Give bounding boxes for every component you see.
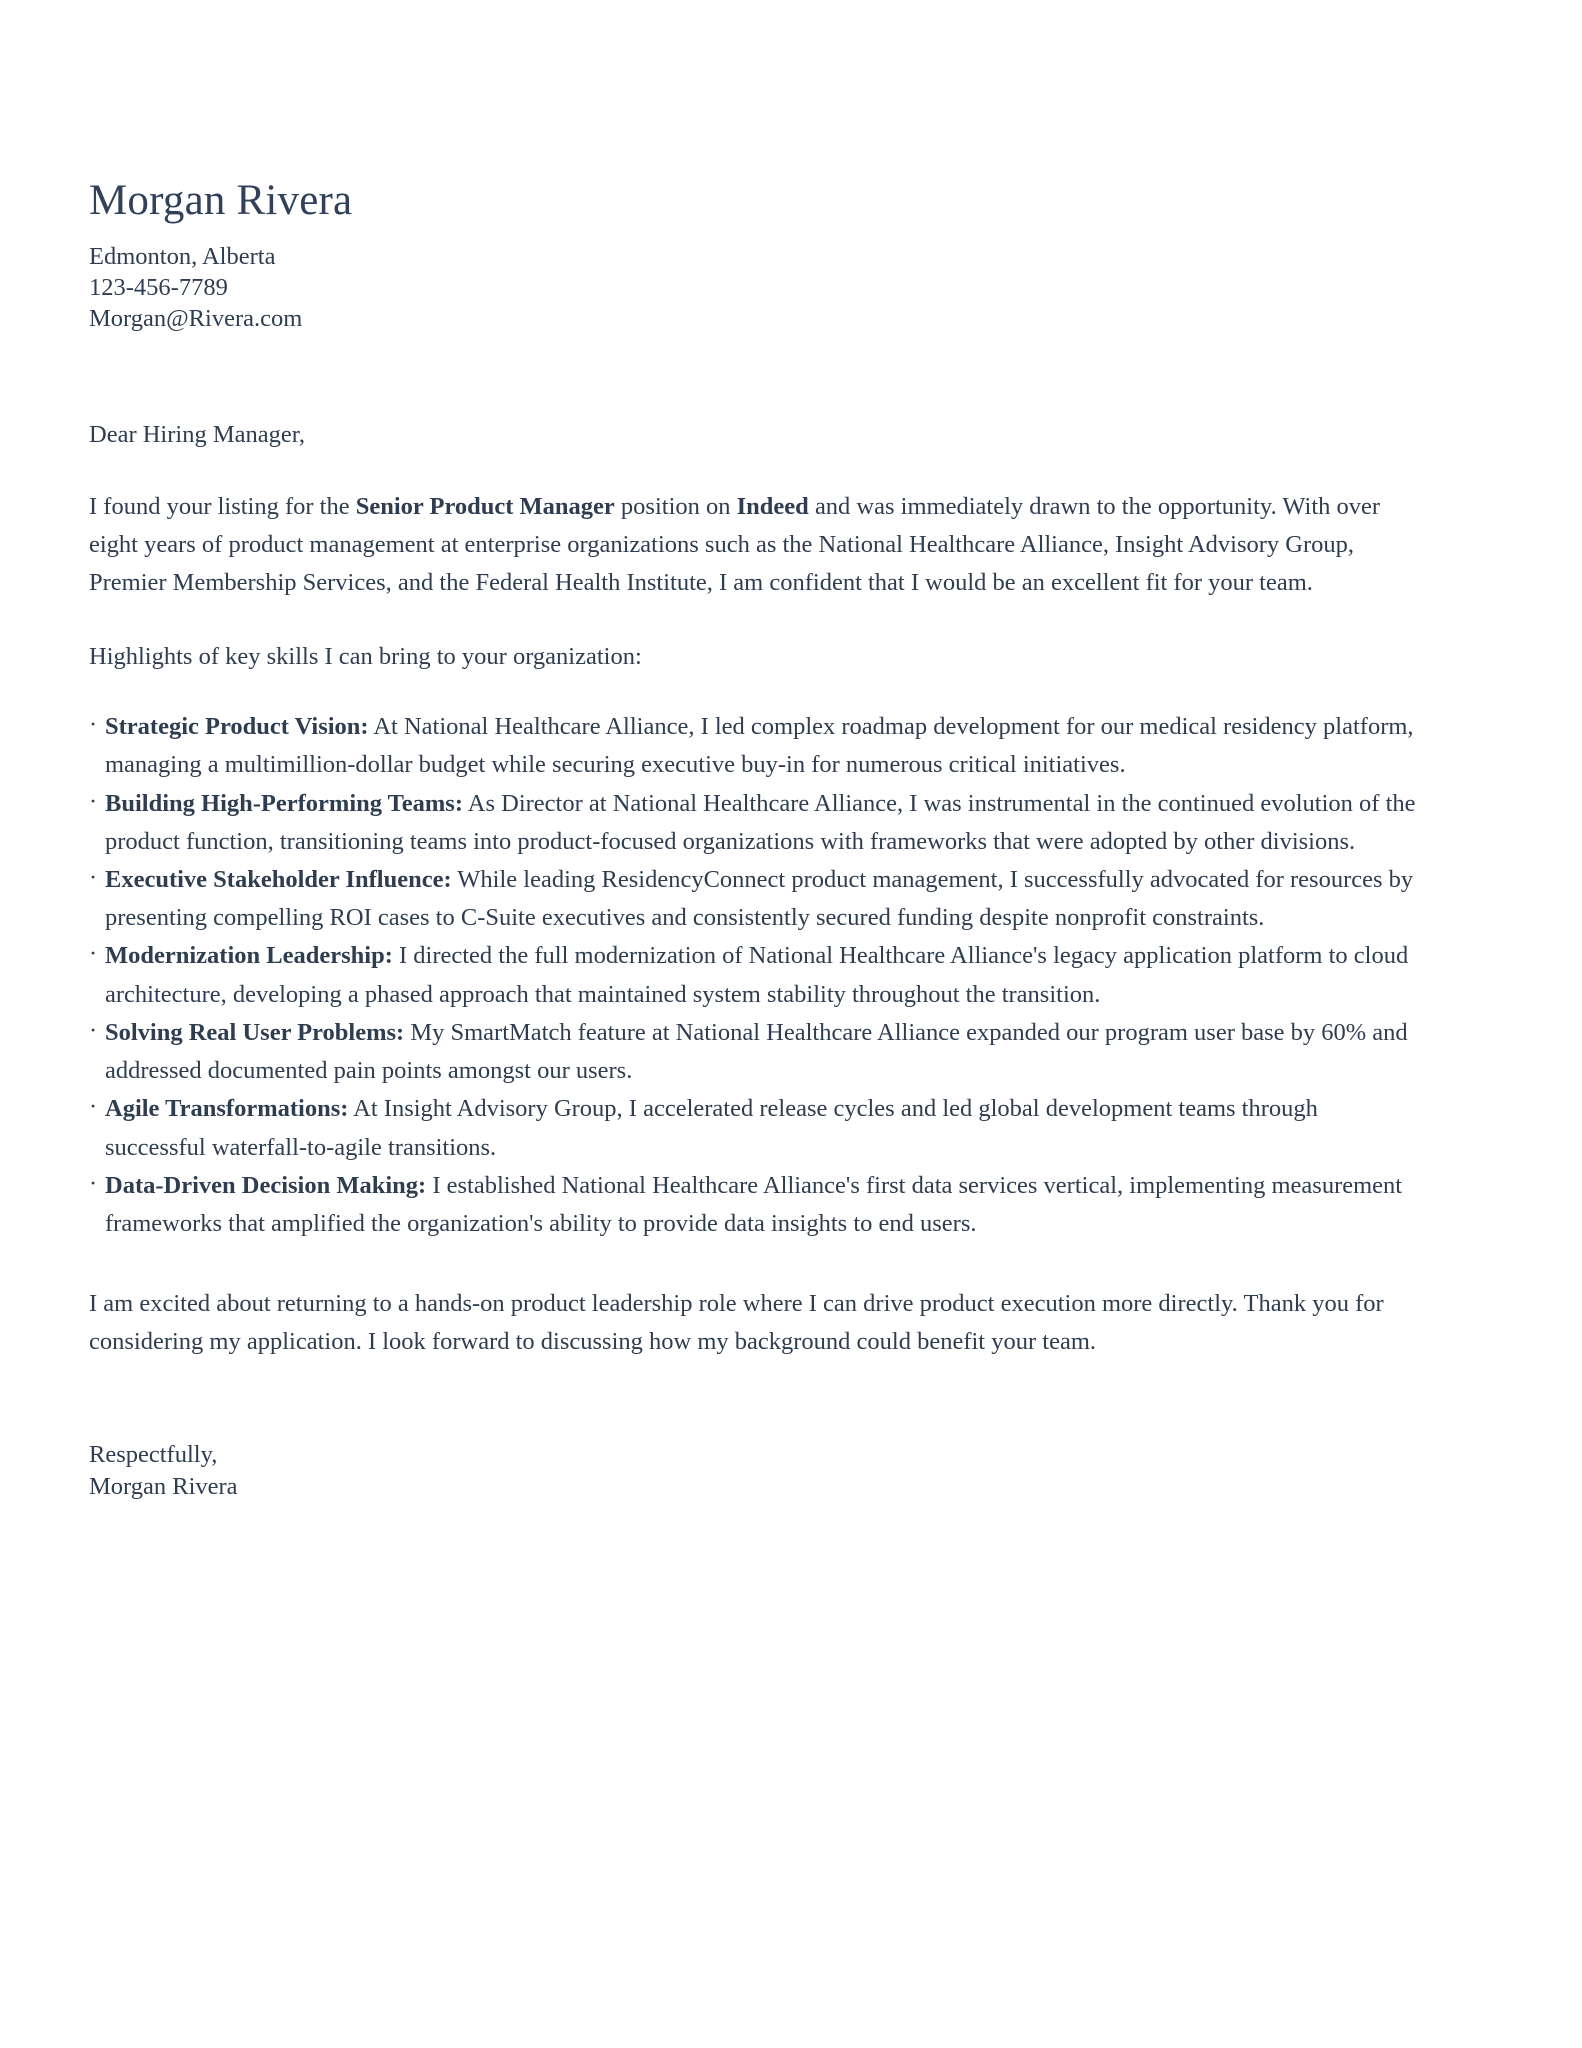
list-item xyxy=(89,861,1419,937)
list-item xyxy=(89,937,1419,1013)
list-item xyxy=(89,708,1419,784)
contact-location: Edmonton, Alberta xyxy=(89,242,276,270)
list-item xyxy=(89,785,1419,861)
opening-paragraph xyxy=(89,488,1394,601)
signature-block xyxy=(89,1439,1484,1505)
bullet-body: While leading ResidencyConnect product management, I successfully advocated for resources by presenting compelling ROI cases to C-Suite executives and consistently secured funding despite nonprofit constraints. xyxy=(105,866,1414,932)
letter-content xyxy=(89,176,1484,1504)
skills-list xyxy=(89,708,1419,1243)
bullet-title: Agile Transformations: xyxy=(105,1095,349,1123)
signoff-text: Respectfully, xyxy=(89,1440,218,1468)
bullet-title: Data-Driven Decision Making: xyxy=(105,1171,427,1199)
bullet-body: My SmartMatch feature at National Healthcare Alliance expanded our program user base by 60% and addressed documented pain points amongst our users. xyxy=(105,1018,1408,1085)
opening-part2: position on xyxy=(614,493,737,521)
bullet-body: As Director at National Healthcare Alliance, I was instrumental in the continued evolution of the product function, transitioning teams into product-focused organizations with frameworks that were adopted by other divisions. xyxy=(105,789,1416,855)
list-item xyxy=(89,1090,1419,1166)
bullet-body: I directed the full modernization of National Healthcare Alliance's legacy application platform to cloud architecture, developing a phased approach that maintained system stability throughout the transition. xyxy=(105,942,1409,1008)
bullet-title: Modernization Leadership: xyxy=(105,942,393,970)
opening-part1: I found your listing for the xyxy=(89,493,356,521)
list-item xyxy=(89,1167,1419,1243)
contact-block xyxy=(89,241,1484,335)
contact-email: Morgan@Rivera.com xyxy=(89,305,303,333)
signature-name: Morgan Rivera xyxy=(89,1473,238,1501)
opening-part3: and was immediately drawn to the opportunity. With over eight years of product management at enterprise organizations such as the National Healthcare Alliance, Insight Advisory Group, Premier Membership Services, and the Federal Health Institute, I am confident that I would be an excellent fit for your team. xyxy=(89,493,1381,596)
contact-phone: 123-456-7789 xyxy=(89,273,228,301)
bullet-title: Strategic Product Vision: xyxy=(105,713,369,741)
page-title: Morgan Rivera xyxy=(89,177,353,224)
list-item xyxy=(89,1014,1419,1090)
bullet-body: At National Healthcare Alliance, I led complex roadmap development for our medical residency platform, managing a multimillion-dollar budget while securing executive buy-in for numerous critical initiatives. xyxy=(105,713,1414,779)
salutation: Dear Hiring Manager, xyxy=(89,421,306,449)
closing-paragraph: I am excited about returning to a hands-on product leadership role where I can drive product execution more directly. Thank you for considering my application. I look forward to discussing how my background could benefit your team. xyxy=(89,1290,1384,1355)
highlights-intro: Highlights of key skills I can bring to your organization: xyxy=(89,643,642,671)
job-board-emphasis: Indeed xyxy=(736,493,809,521)
job-title-emphasis: Senior Product Manager xyxy=(355,493,615,521)
bullet-body: I established National Healthcare Alliance's first data services vertical, implementing measurement frameworks that amplified the organization's ability to provide data insights to end users. xyxy=(105,1171,1403,1237)
bullet-body: At Insight Advisory Group, I accelerated release cycles and led global development teams through successful waterfall-to-agile transitions. xyxy=(105,1095,1318,1161)
bullet-title: Solving Real User Problems: xyxy=(105,1018,405,1046)
bullet-title: Building High-Performing Teams: xyxy=(105,789,464,817)
bullet-title: Executive Stakeholder Influence: xyxy=(105,866,452,893)
